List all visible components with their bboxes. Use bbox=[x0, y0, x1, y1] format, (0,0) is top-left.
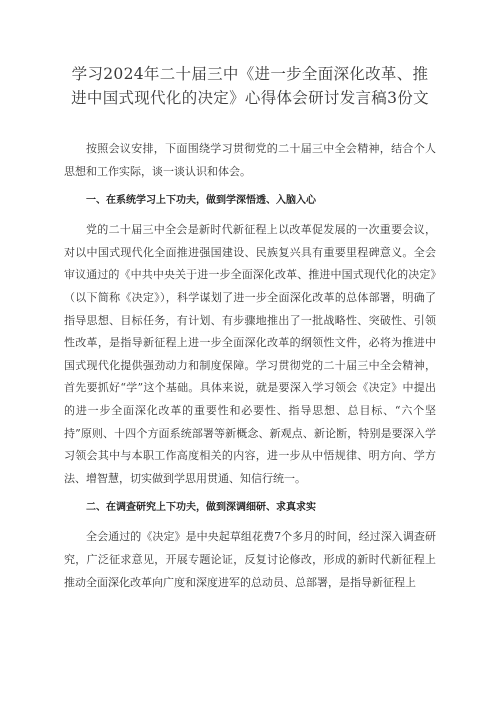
document-title bbox=[40, 62, 460, 110]
section-1-paragraph: 党的二十届三中全会是新时代新征程上以改革促发展的一次重要会议，对以中国式现代化全面推进强国建设、民族复兴具有重要里程碑意义。全会审议通过的《中共中央关于进一步全面深化改革、推进中国式现代化的决定》（以下简称《决定》），科学谋划了进一步全面深化改革的总体部署，明确了指导思想、目标任务，有计划、有步骤地推出了一批战略性、突破性、引领性改革，是指导新征程上进一步全面深化改革的纲领性文件，必将为推进中国式现代化提供强劲动力和制度保障。学习贯彻党的二十届三中全会精神，首先要抓好“学”这个基础。具体来说，就是要深入学习领会《决定》中提出的进一步全面深化改革的重要性和必要性、指导思想、总目标、“六个坚持”原则、十四个方面系统部署等新概念、新观点、新论断，特别是要深入学习领会其中与本职工作高度相关的内容，进一步从中悟规律、明方向、学方法、增智慧，切实做到学思用贯通、知信行统一。 bbox=[64, 223, 436, 485]
title-line-1: 学习2024年二十届三中《进一步全面深化改革、推 bbox=[71, 65, 429, 83]
document-body bbox=[64, 138, 436, 603]
title-line-2: 进中国式现代化的决定》心得体会研讨发言稿3份文 bbox=[71, 89, 429, 107]
section-heading-2: 二、在调查研究上下功夫，做到深调细研、求真求实 bbox=[86, 502, 316, 514]
section-2-paragraph: 全会通过的《决定》是中央起草组花费7个多月的时间，经过深入调查研究，广泛征求意见，开展专题论证，反复讨论修改，形成的新时代新征程上推动全面深化改革向广度和深度进军的总动员、总部署，是指导新征程上 bbox=[64, 530, 436, 589]
intro-paragraph: 按照会议安排，下面围绕学习贯彻党的二十届三中全会精神，结合个人思想和工作实际，谈一谈认识和体会。 bbox=[64, 142, 436, 178]
section-heading-1: 一、在系统学习上下功夫，做到学深悟透、入脑入心 bbox=[86, 195, 316, 207]
